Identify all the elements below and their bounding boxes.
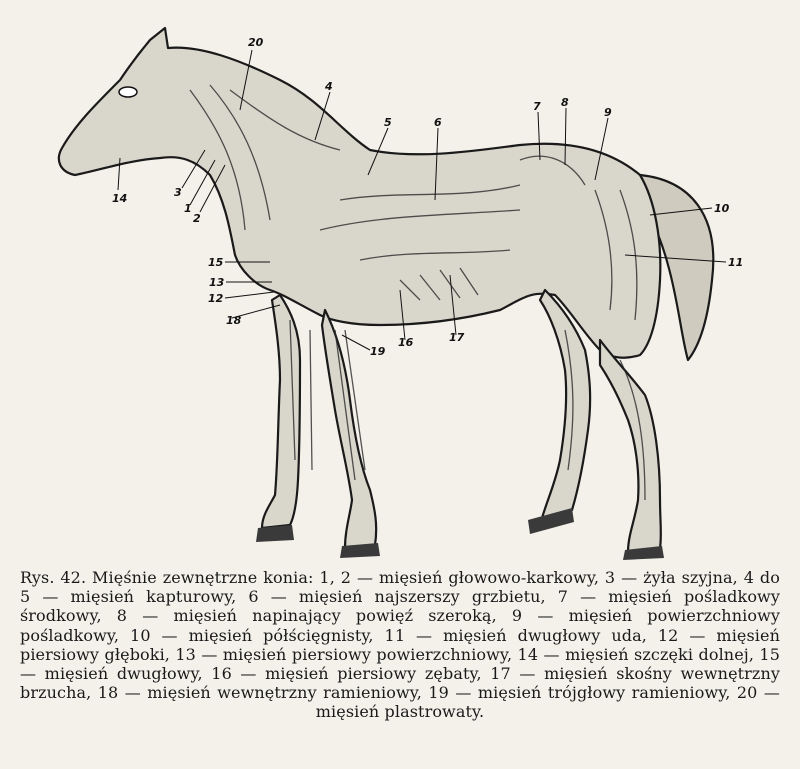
label-15: 15 [208,256,224,269]
label-10: 10 [714,202,730,215]
label-16: 16 [398,336,414,349]
label-19: 19 [370,345,386,358]
caption-text: Mięśnie zewnętrzne konia: 1, 2 — mięsień głowowo-karkowy, 3 — żyła szyjna, 4 do 5 — mięsień kapturowy, 6 — mięsień najszerszy grzbietu, 7 — mięsień pośladkowy środkowy, 8 — mięsień napinający powięź szeroką, 9 — mięsień powierzchniowy pośladkowy, 10 — mięsień półścięgnisty, 11 — mięsień dwugłowy uda, 12 — mięsień piersiowy głęboki, 13 — mięsień piersiowy powierzchniowy, 14 — mięsień szczęki dolnej, 15 — mięsień dwugłowy, 16 — mięsień piersiowy zębaty, 17 — mięsień skośny wewnętrzny brzucha, 18 — mięsień wewnętrzny ramieniowy, 19 — mięsień trójgłowy ramieniowy, 20 — mięsień plastrowaty. [20,568,780,722]
label-9: 9 [604,106,612,119]
label-2: 2 [193,212,201,225]
label-1: 1 [184,202,192,215]
label-20: 20 [248,36,264,49]
label-6: 6 [434,116,442,129]
label-3: 3 [174,186,182,199]
label-17: 17 [449,331,465,344]
label-12: 12 [208,292,224,305]
label-18: 18 [226,314,242,327]
label-4: 4 [325,80,333,93]
eye [119,87,137,97]
figure-number: Rys. 42. [20,568,87,587]
label-5: 5 [384,116,392,129]
hooves [256,508,664,560]
horse-body [59,28,713,552]
figure-caption [20,568,780,722]
label-8: 8 [561,96,569,109]
label-13: 13 [209,276,225,289]
label-14: 14 [112,192,128,205]
label-7: 7 [533,100,541,113]
label-11: 11 [728,256,744,269]
